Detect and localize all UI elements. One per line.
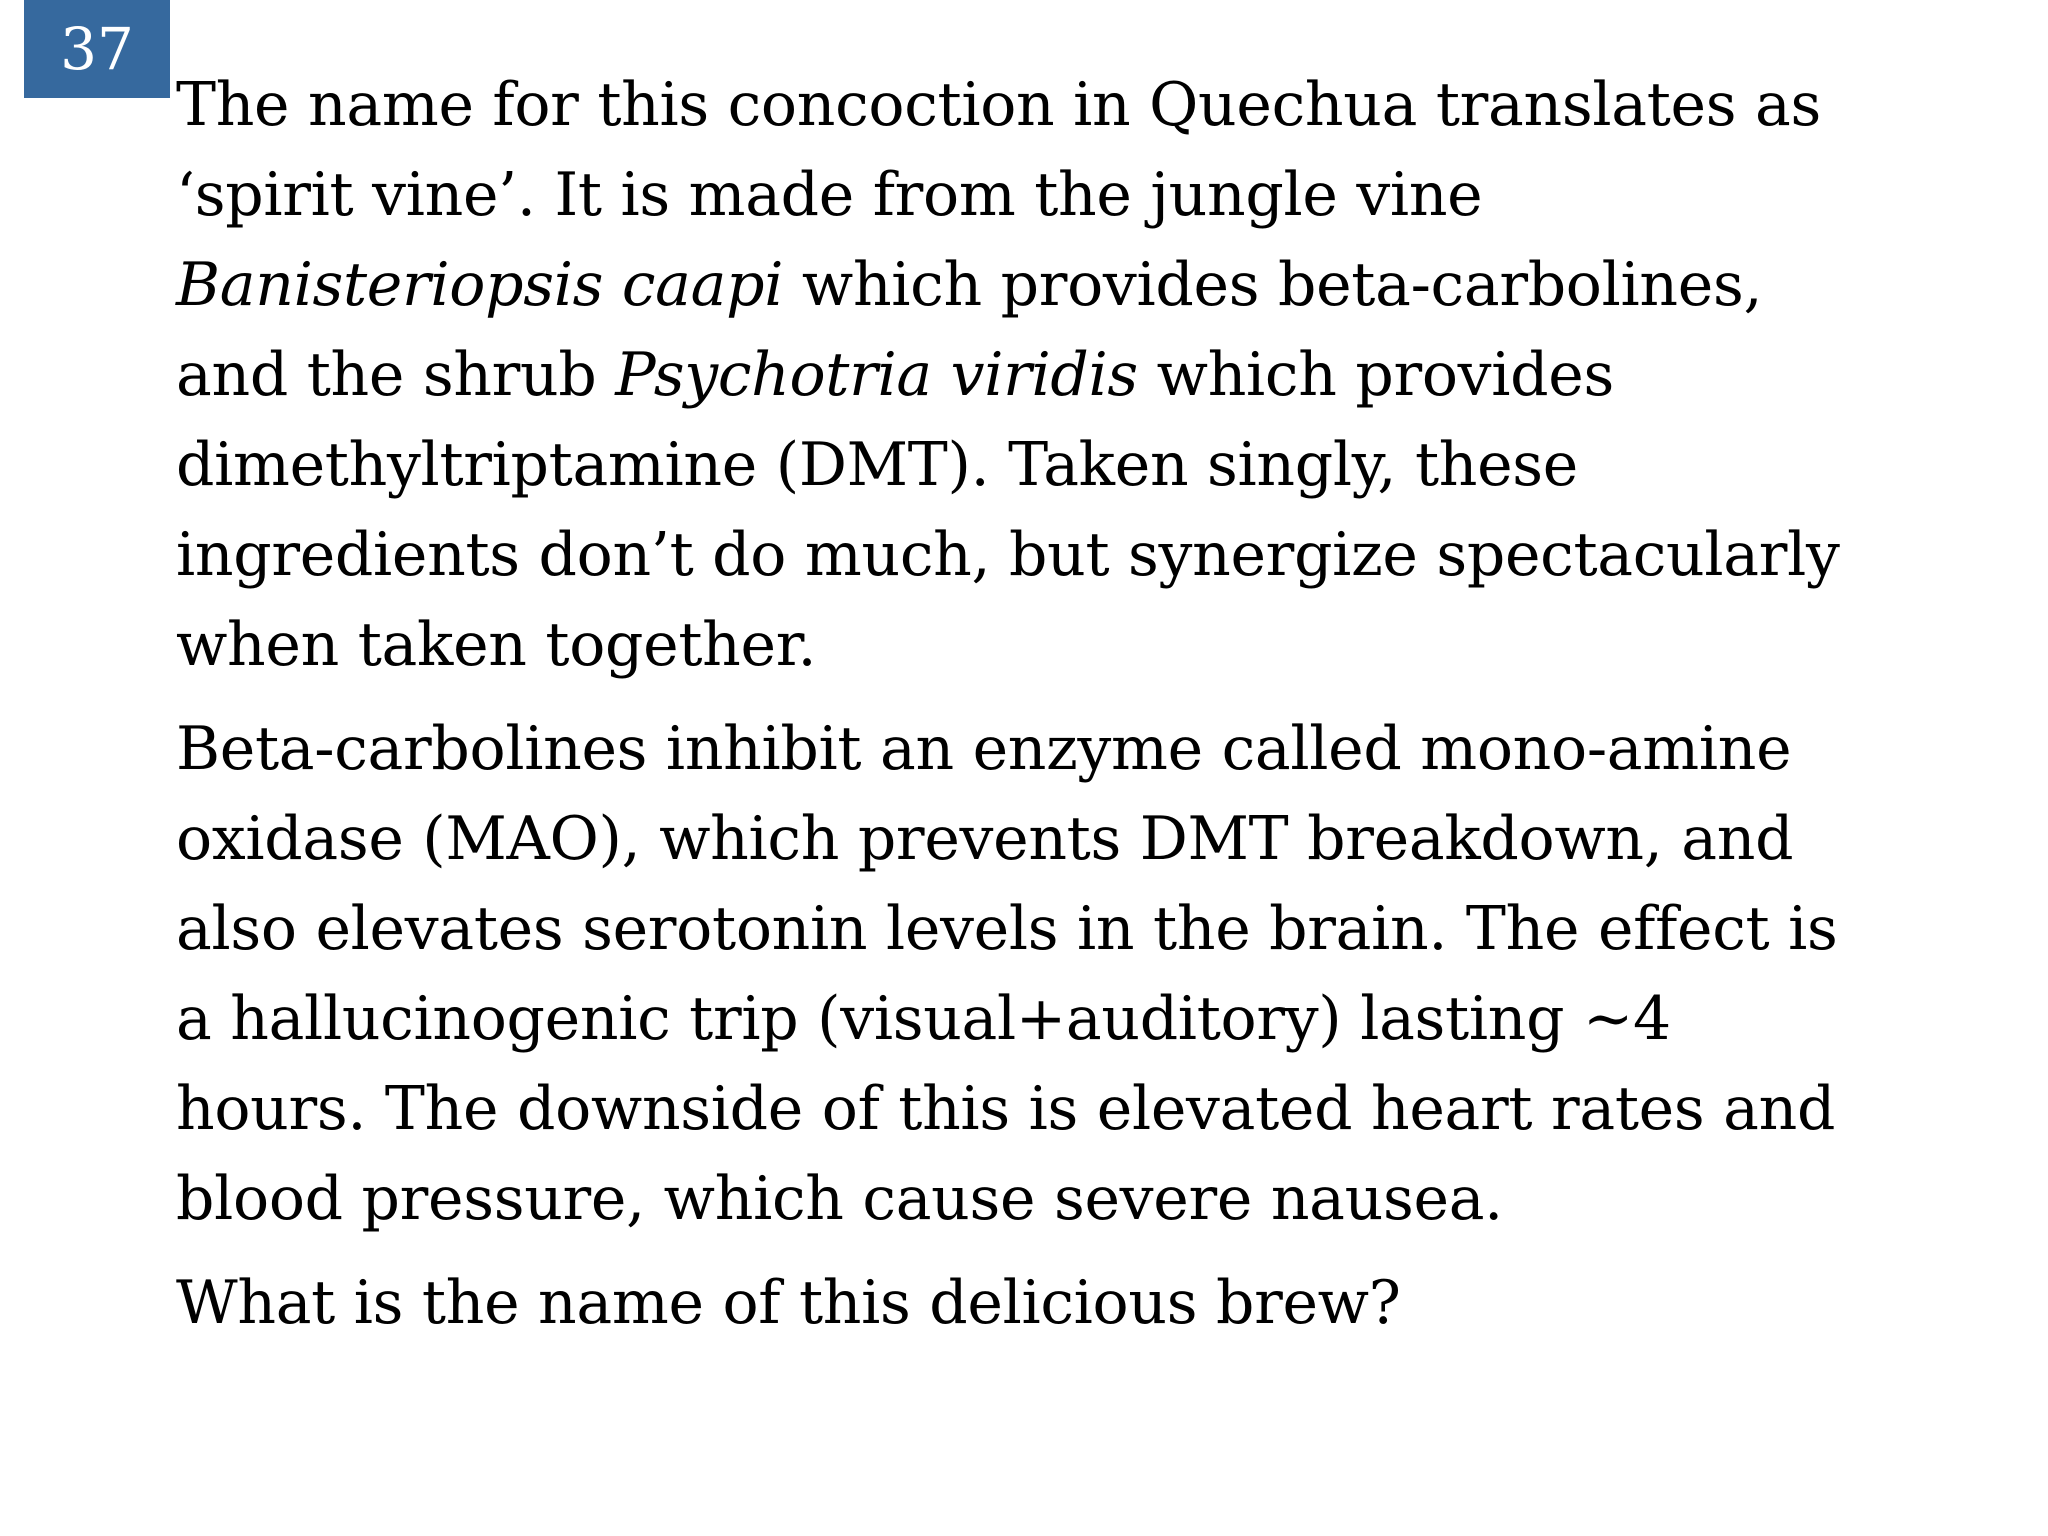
- text-line: [176, 884, 2016, 974]
- italic-text-run: Psychotria viridis: [615, 340, 1138, 410]
- text-run: and the shrub: [176, 340, 616, 410]
- text-run: ‘spirit vine’. It is made from the jungle vine: [176, 160, 1483, 230]
- slide-body: [176, 60, 2016, 1362]
- text-run: What is the name of this delicious brew?: [176, 1268, 1401, 1338]
- text-run: ingredients don’t do much, but synergize spectacularly: [176, 520, 1840, 590]
- text-line: [176, 1258, 2016, 1348]
- paragraph: [176, 60, 2016, 690]
- text-run: dimethyltriptamine (DMT). Taken singly, these: [176, 430, 1579, 500]
- slide-number-badge: 37: [24, 0, 170, 98]
- text-line: [176, 1064, 2016, 1154]
- italic-text-run: Banisteriopsis caapi: [176, 250, 784, 320]
- text-run: oxidase (MAO), which prevents DMT breakdown, and: [176, 804, 1794, 874]
- text-run: also elevates serotonin levels in the brain. The effect is: [176, 894, 1838, 964]
- text-run: which provides beta-carbolines,: [783, 250, 1763, 320]
- text-run: a hallucinogenic trip (visual+auditory) lasting ~4: [176, 984, 1671, 1054]
- text-line: [176, 600, 2016, 690]
- text-line: [176, 330, 2016, 420]
- text-line: [176, 240, 2016, 330]
- text-line: [176, 150, 2016, 240]
- text-line: [176, 420, 2016, 510]
- paragraph: [176, 1258, 2016, 1348]
- text-line: [176, 1154, 2016, 1244]
- text-run: which provides: [1137, 340, 1614, 410]
- text-run: when taken together.: [176, 610, 817, 680]
- text-line: [176, 794, 2016, 884]
- text-run: hours. The downside of this is elevated heart rates and: [176, 1074, 1836, 1144]
- text-run: Beta-carbolines inhibit an enzyme called mono-amine: [176, 714, 1792, 784]
- text-line: [176, 974, 2016, 1064]
- text-run: blood pressure, which cause severe nausea.: [176, 1164, 1503, 1234]
- text-run: The name for this concoction in Quechua translates as: [176, 70, 1821, 140]
- text-line: [176, 60, 2016, 150]
- text-line: [176, 510, 2016, 600]
- text-line: [176, 704, 2016, 794]
- paragraph: [176, 704, 2016, 1244]
